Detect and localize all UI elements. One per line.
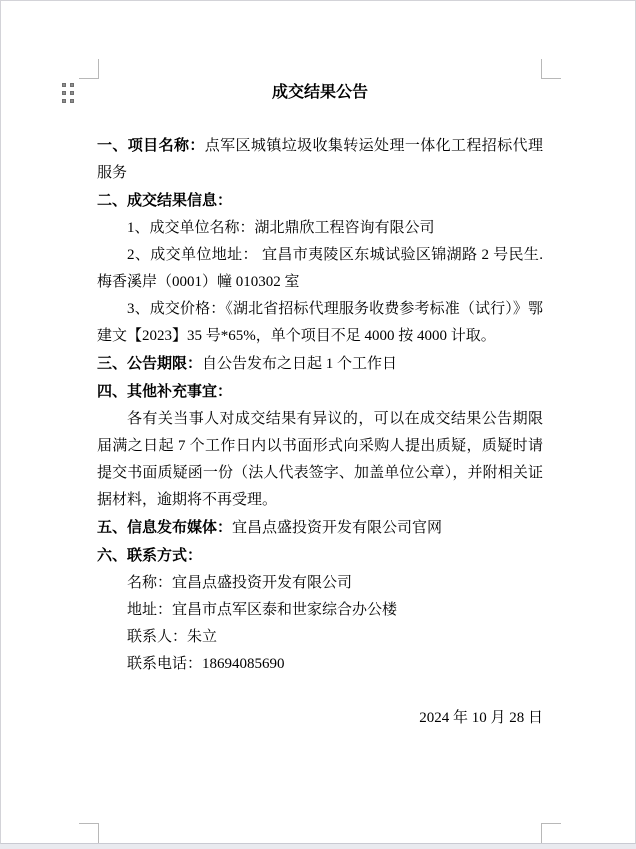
section-label: 四、其他补充事宜：: [97, 383, 233, 400]
section-text: 联系电话：18694085690: [127, 656, 285, 672]
paragraph-drag-handle-icon[interactable]: [62, 83, 74, 103]
section-text: 名称：宜昌点盛投资开发有限公司: [127, 575, 353, 591]
section-text: 联系人：朱立: [127, 629, 218, 645]
section-text: 各有关当事人对成交结果有异议的，可以在成交结果公告期限届满之日起 7 个工作日内以书面形式向采购人提出质疑，质疑时请提交书面质疑函一份（法人代表签字、加盖单位公章），并附相关证据材料，逾期将不再受理。: [97, 411, 543, 508]
section-label: 三、公告期限：: [97, 355, 203, 372]
para-contact-phone: [97, 651, 543, 678]
para-contact-person: [97, 624, 543, 651]
para-contact-address: [97, 597, 543, 624]
para-project-name: [97, 132, 543, 187]
section-text: 1、成交单位名称：湖北鼎欣工程咨询有限公司: [127, 220, 435, 236]
para-price: [97, 296, 543, 350]
margin-mark-top-left-icon: [79, 59, 99, 79]
para-winner-address: [97, 242, 543, 296]
document-body: [97, 79, 543, 732]
section-text: 地址：宜昌市点军区泰和世家综合办公楼: [127, 602, 398, 618]
blank-line: [97, 678, 543, 705]
page-title: 成交结果公告: [271, 84, 368, 101]
para-publish-media: [97, 514, 543, 542]
section-label: 一、项目名称：: [97, 137, 205, 154]
para-supplementary-heading: [97, 378, 543, 406]
margin-mark-bottom-left-icon: [79, 823, 99, 843]
document-date: 2024 年 10 月 28 日: [419, 710, 543, 726]
para-objection-procedure: [97, 406, 543, 514]
section-text: 3、成交价格：《湖北省招标代理服务收费参考标准（试行）》鄂建文【2023】35 号*65%，单个项目不足 4000 按 4000 计取。: [97, 301, 543, 344]
para-announcement-period: [97, 350, 543, 378]
para-contact-name: [97, 570, 543, 597]
section-label: 二、成交结果信息：: [97, 192, 233, 209]
section-label: 五、信息发布媒体：: [97, 519, 233, 536]
section-text: 2、成交单位地址： 宜昌市夷陵区东城试验区锦湖路 2 号民生.梅香溪岸（0001）幢 010302 室: [97, 247, 543, 290]
para-contact-heading: [97, 542, 543, 570]
section-label: 六、联系方式：: [97, 547, 203, 564]
section-text: 点军区城镇垃圾收集转运处理一体化工程招标代理服务: [97, 138, 543, 181]
para-result-info-heading: [97, 187, 543, 215]
para-winner-name: [97, 215, 543, 242]
section-text: 自公告发布之日起 1 个工作日: [202, 356, 398, 372]
margin-mark-top-right-icon: [541, 59, 561, 79]
margin-mark-bottom-right-icon: [541, 823, 561, 843]
section-text: 宜昌点盛投资开发有限公司官网: [232, 520, 443, 536]
